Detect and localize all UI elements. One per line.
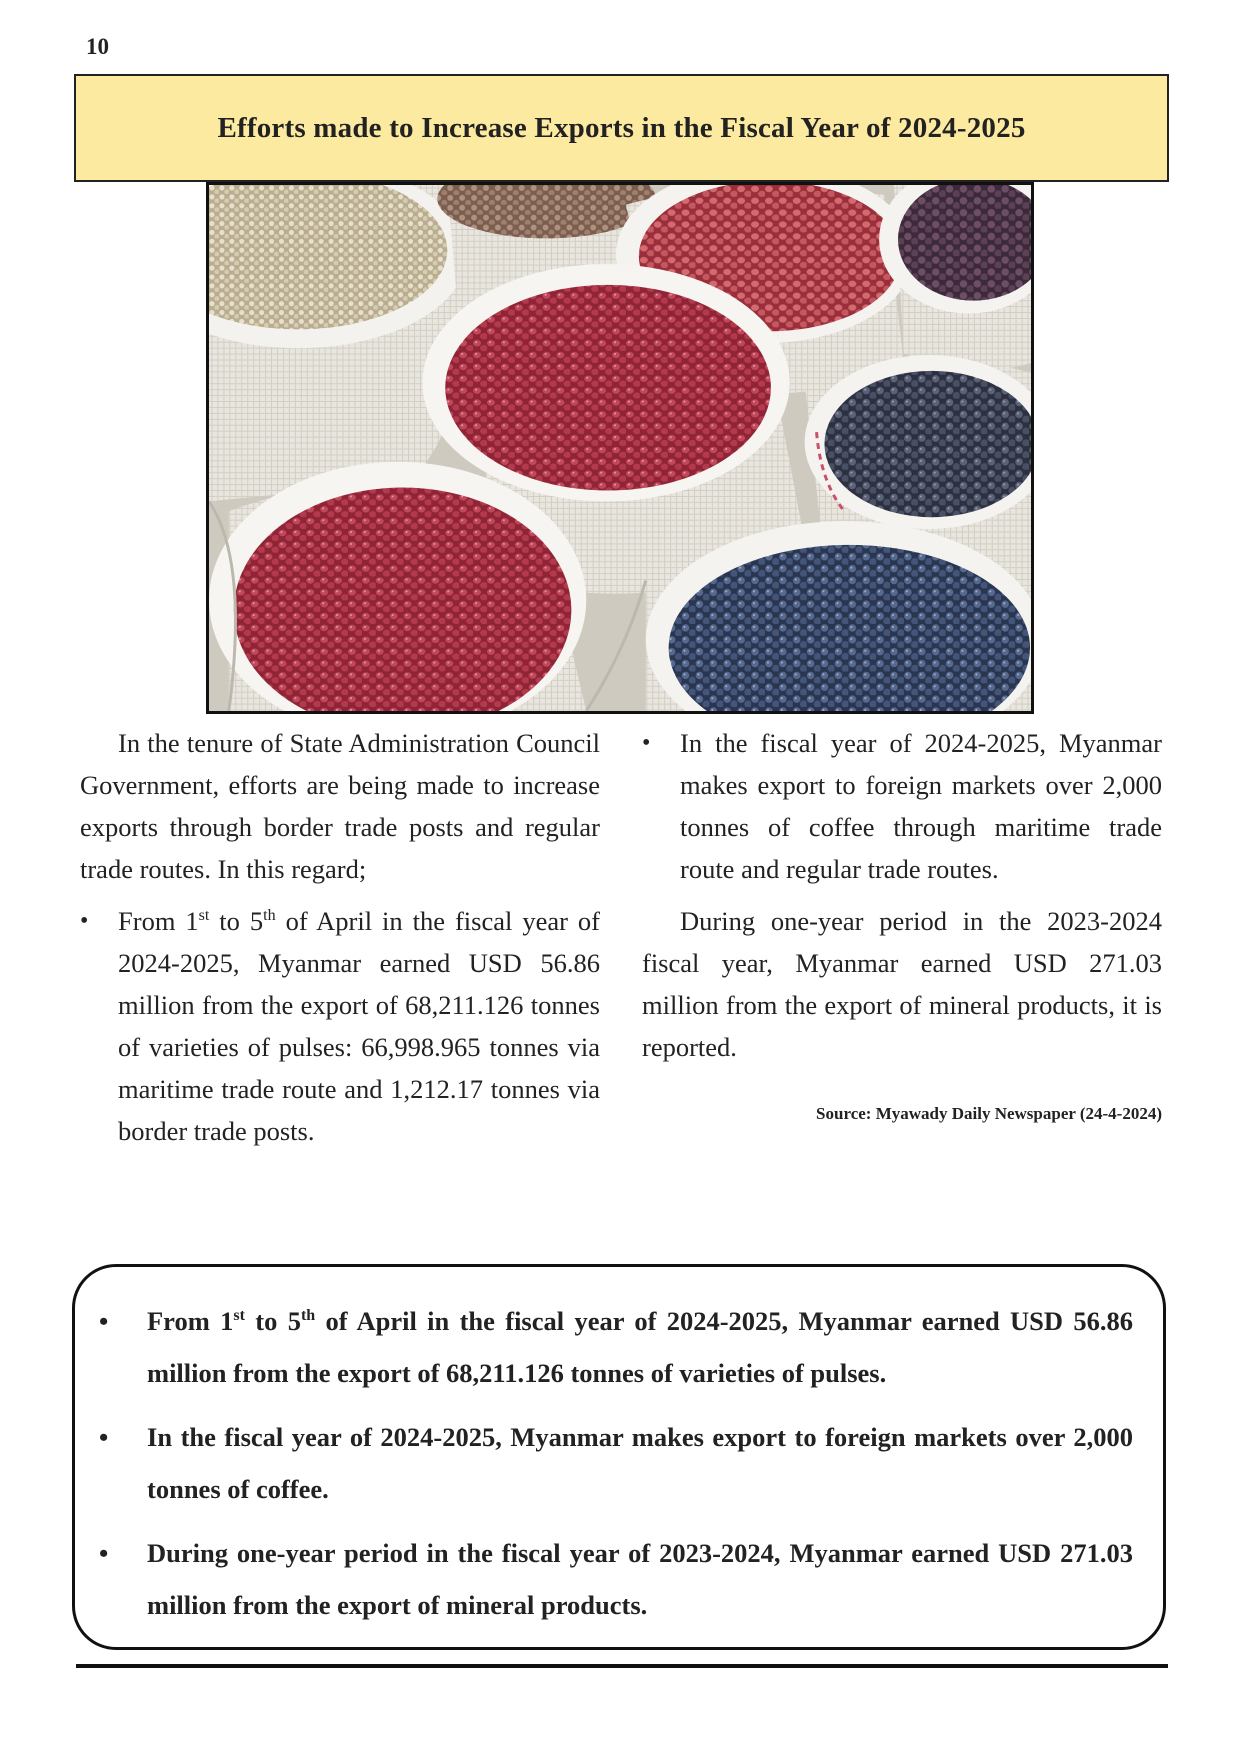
ordinal-suffix: th <box>300 1307 316 1324</box>
ordinal-suffix: st <box>198 907 210 924</box>
left-bullet-list <box>80 900 600 1152</box>
text-segment: of April in the fiscal year of 2024-2025, Myanmar earned USD 56.86 million from the export of 68,211.126 tonnes of varieties of pulses: 66,998.965 tonnes via maritime trade route and 1,212.17 tonnes via border trade posts. <box>118 906 600 1146</box>
right-column <box>642 722 1162 1126</box>
right-bullet-list <box>642 722 1162 890</box>
text-segment: From 1 <box>147 1306 234 1336</box>
left-column <box>80 722 600 1152</box>
coffee-export-bullet: • In the fiscal year of 2024-2025, Myanmar makes export to foreign markets over 2,000 tonnes of coffee through maritime trade route and regular trade routes. <box>642 722 1162 890</box>
ordinal-suffix: st <box>233 1307 245 1324</box>
title-banner <box>74 74 1169 182</box>
text-segment: From 1 <box>118 906 199 936</box>
mineral-export-paragraph: During one-year period in the 2023-2024 fiscal year, Myanmar earned USD 271.03 million from the export of mineral products, it is reported. <box>642 906 1162 1062</box>
text-segment: of April in the fiscal year of 2024-2025, Myanmar earned USD 56.86 million from the export of 68,211.126 tonnes of varieties of pulses. <box>147 1306 1134 1388</box>
text-segment: to 5 <box>244 1306 301 1336</box>
page-title: Efforts made to Increase Exports in the Fiscal Year of 2024-2025 <box>217 111 1026 144</box>
summary-item-pulses <box>135 1295 1133 1399</box>
summary-list <box>135 1295 1133 1631</box>
source-citation: Source: Myawady Daily Newspaper (24-4-2024) <box>816 1104 1162 1123</box>
pulses-sacks-photo <box>206 182 1034 714</box>
ordinal-suffix: th <box>263 907 276 924</box>
summary-box <box>72 1264 1166 1650</box>
summary-item-coffee: • In the fiscal year of 2024-2025, Myanmar makes export to foreign markets over 2,000 tonnes of coffee. <box>135 1411 1133 1515</box>
page-number: 10 <box>86 34 109 59</box>
intro-paragraph: In the tenure of State Administration Council Government, efforts are being made to increase exports through border trade posts and regular trade routes. In this regard; <box>80 728 600 884</box>
bottom-divider <box>76 1664 1168 1668</box>
pulses-export-bullet <box>80 900 600 1152</box>
summary-item-minerals: • During one-year period in the fiscal year of 2023-2024, Myanmar earned USD 271.03 million from the export of mineral products. <box>135 1527 1133 1631</box>
text-segment: to 5 <box>209 906 264 936</box>
pulses-sacks-illustration <box>209 185 1031 711</box>
